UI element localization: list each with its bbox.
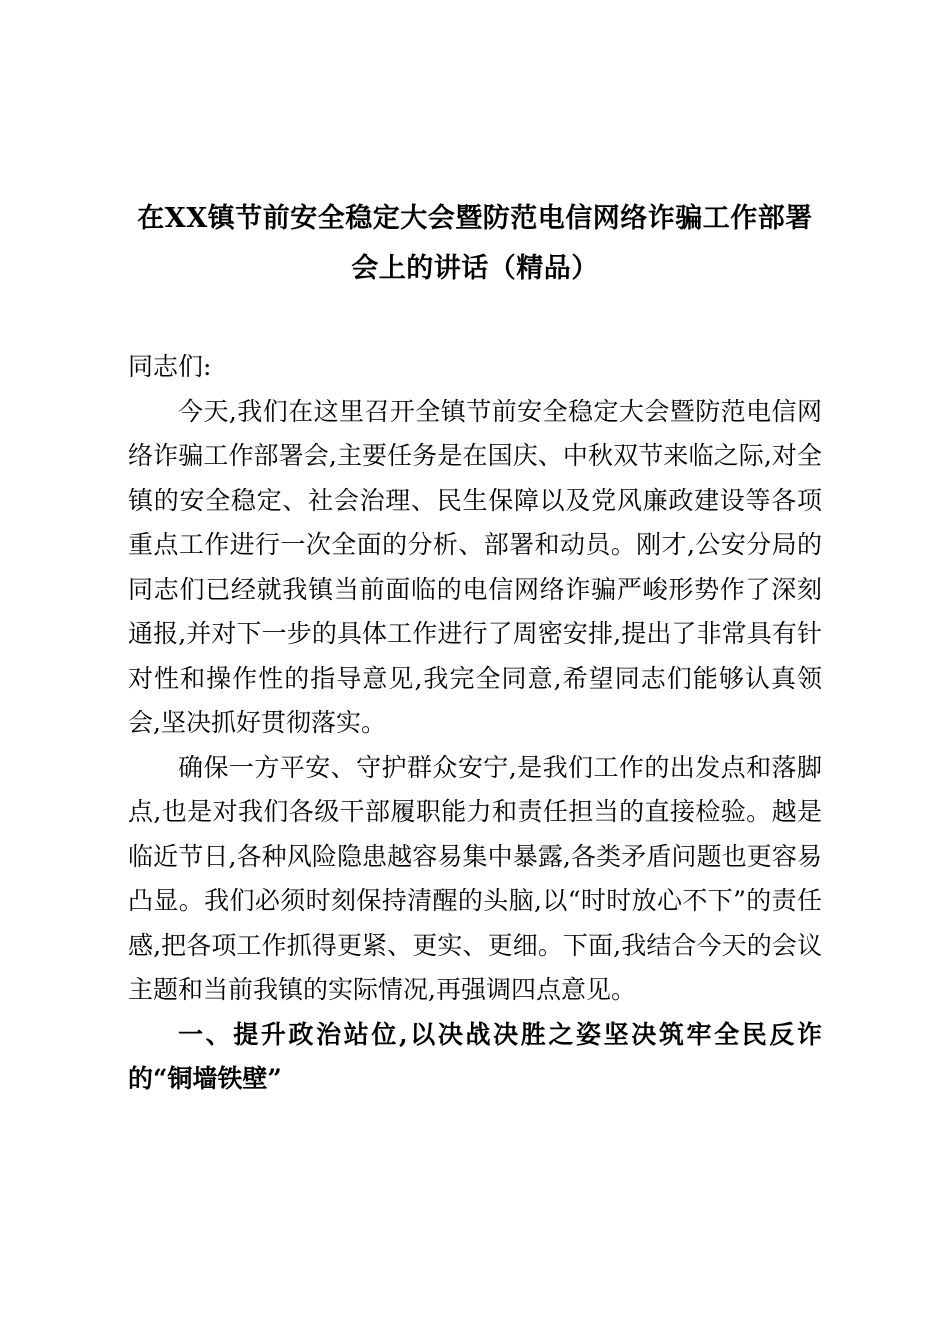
- paragraph-context: 确保一方平安、守护群众安宁,是我们工作的出发点和落脚点,也是对我们各级干部履职能力和责任担当的直接检验。越是临近节日,各种风险隐患越容易集中暴露,各类矛盾问题也更容易凸显。我们必须时刻保持清醒的头脑,以“时时放心不下”的责任感,把各项工作抓得更紧、更实、更细。下面,我结合今天的会议主题和当前我镇的实际情况,再强调四点意见。: [128, 752, 822, 1004]
- document-title: 在XX镇节前安全稳定大会暨防范电信网络诈骗工作部署会上的讲话（精品）: [137, 203, 813, 284]
- paragraph-opening: 今天,我们在这里召开全镇节前安全稳定大会暨防范电信网络诈骗工作部署会,主要任务是在国庆、中秋双节来临之际,对全镇的安全稳定、社会治理、民生保障以及党风廉政建设等各项重点工作进行一次全面的分析、部署和动员。刚才,公安分局的同志们已经就我镇当前面临的电信网络诈骗严峻形势作了深刻通报,并对下一步的具体工作进行了周密安排,提出了非常具有针对性和操作性的指导意见,我完全同意,希望同志们能够认真领会,坚决抓好贯彻落实。: [128, 396, 822, 737]
- section-heading-1: 一、提升政治站位,以决战决胜之姿坚决筑牢全民反诈的“铜墙铁壁”: [128, 1019, 822, 1093]
- document-body: [128, 345, 822, 1102]
- salutation: 同志们:: [128, 352, 212, 381]
